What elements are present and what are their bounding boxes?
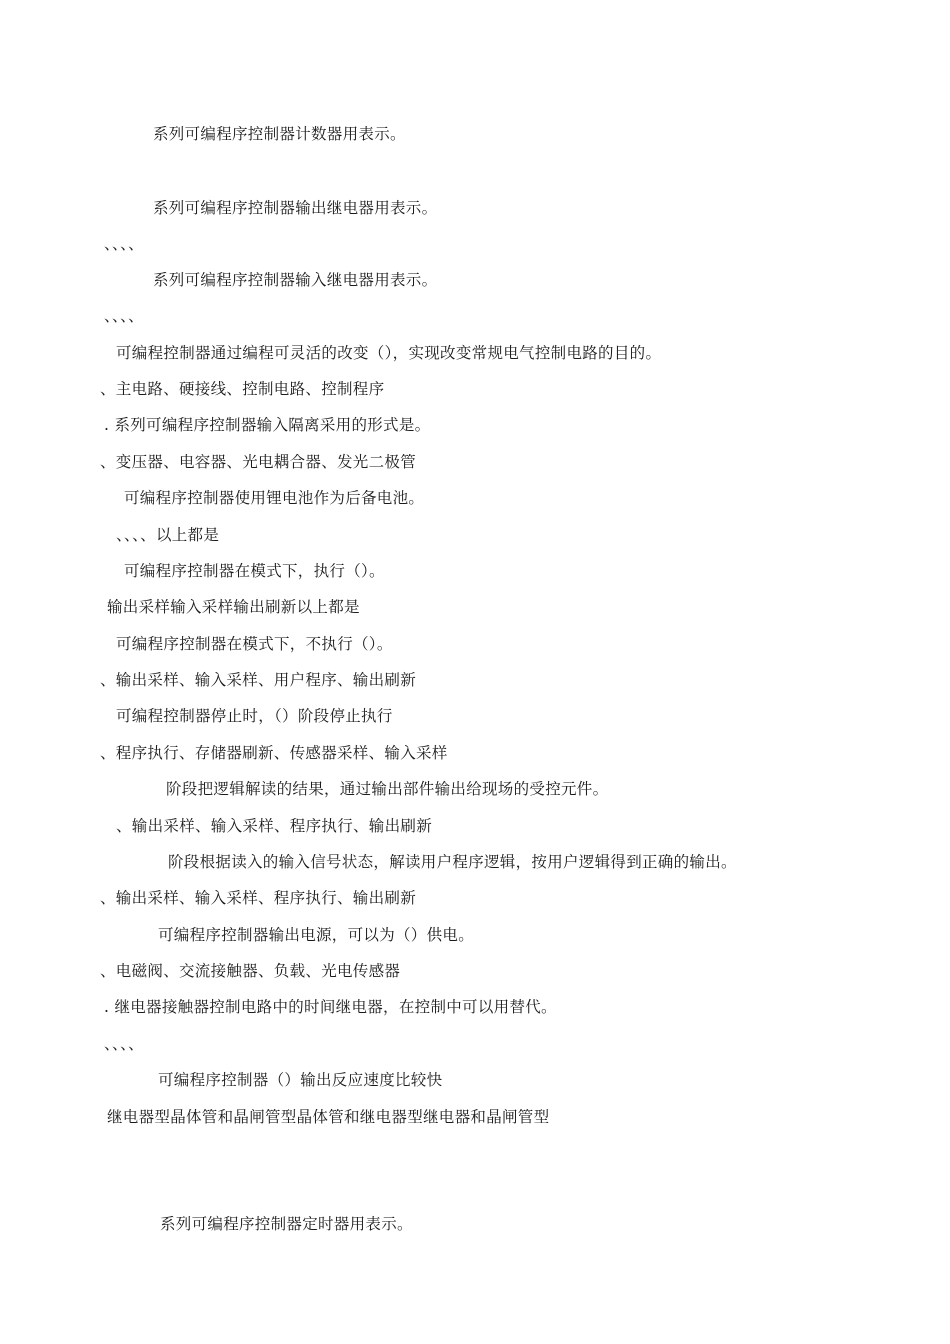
options-line: 输出采样输入采样输出刷新以上都是 xyxy=(107,598,360,616)
question-line: 可编程序控制器使用锂电池作为后备电池。 xyxy=(124,489,425,507)
question-line: . 系列可编程序控制器输入隔离采用的形式是。 xyxy=(104,416,431,434)
question-line: 阶段把逻辑解读的结果，通过输出部件输出给现场的受控元件。 xyxy=(166,780,609,798)
options-line: 、输出采样、输入采样、程序执行、输出刷新 xyxy=(100,889,417,907)
question-line: 可编程控制器停止时，（）阶段停止执行 xyxy=(116,707,393,725)
question-line: 可编程控制器通过编程可灵活的改变（），实现改变常规电气控制电路的目的。 xyxy=(116,344,662,362)
question-line: 系列可编程序控制器计数器用表示。 xyxy=(153,125,406,143)
question-line: 可编程序控制器输出电源，可以为（）供电。 xyxy=(158,926,475,944)
question-line: . 继电器接触器控制电路中的时间继电器，在控制中可以用替代。 xyxy=(104,998,557,1016)
options-line: 、、、、 xyxy=(104,1035,144,1053)
options-line: 、、、、 xyxy=(104,235,144,253)
options-line: 、输出采样、输入采样、用户程序、输出刷新 xyxy=(100,671,417,689)
question-line: 系列可编程序控制器输出继电器用表示。 xyxy=(153,199,438,217)
options-line: 、输出采样、输入采样、程序执行、输出刷新 xyxy=(116,817,433,835)
options-line: 、、、、以上都是 xyxy=(116,526,220,544)
options-line: 、变压器、电容器、光电耦合器、发光二极管 xyxy=(100,453,417,471)
question-line: 可编程序控制器（）输出反应速度比较快 xyxy=(158,1071,443,1089)
options-line: 、程序执行、存储器刷新、传感器采样、输入采样 xyxy=(100,744,448,762)
options-line: 、、、、 xyxy=(104,307,144,325)
options-line: 、电磁阀、交流接触器、负载、光电传感器 xyxy=(100,962,401,980)
question-line: 系列可编程序控制器定时器用表示。 xyxy=(160,1215,413,1233)
question-line: 可编程序控制器在模式下，不执行（）。 xyxy=(116,635,393,653)
question-line: 可编程序控制器在模式下，执行（）。 xyxy=(124,562,385,580)
options-line: 、主电路、硬接线、控制电路、控制程序 xyxy=(100,380,385,398)
question-line: 阶段根据读入的输入信号状态，解读用户程序逻辑，按用户逻辑得到正确的输出。 xyxy=(168,853,737,871)
question-line: 系列可编程序控制器输入继电器用表示。 xyxy=(153,271,438,289)
options-line: 继电器型晶体管和晶闸管型晶体管和继电器型继电器和晶闸管型 xyxy=(107,1108,550,1126)
